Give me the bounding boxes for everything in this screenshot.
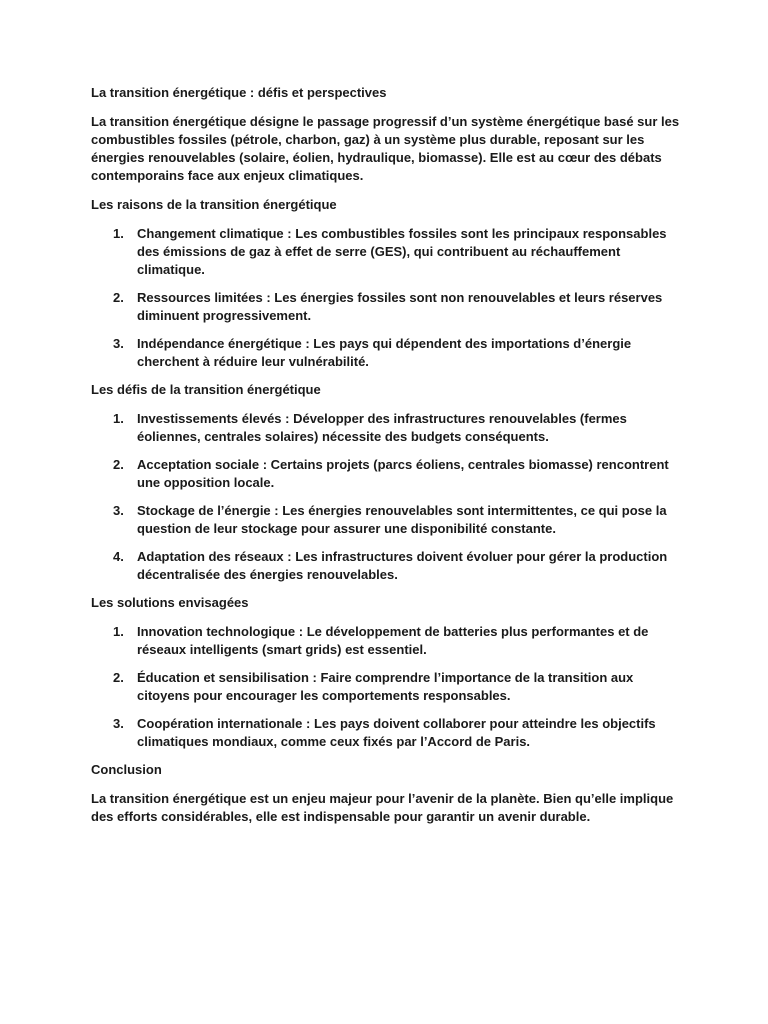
list-item-text: Acceptation sociale : Certains projets (parcs éoliens, centrales biomasse) rencontrent une opposition locale. bbox=[137, 457, 669, 490]
list-number: 2. bbox=[113, 290, 124, 305]
list-item bbox=[113, 289, 681, 325]
document-page bbox=[91, 84, 681, 837]
list-number: 3. bbox=[113, 716, 124, 731]
list-item-text: Éducation et sensibilisation : Faire comprendre l’importance de la transition aux citoyens pour encourager les comportements responsables. bbox=[137, 670, 634, 703]
section-heading: Les défis de la transition énergétique bbox=[91, 382, 321, 397]
numbered-list bbox=[91, 225, 681, 371]
section-heading: Les raisons de la transition énergétique bbox=[91, 197, 337, 212]
conclusion-heading: Conclusion bbox=[91, 762, 162, 777]
section-raisons bbox=[91, 196, 681, 371]
list-item-text: Adaptation des réseaux : Les infrastructures doivent évoluer pour gérer la production décentralisée des énergies renouvelables. bbox=[137, 549, 668, 582]
conclusion-paragraph: La transition énergétique est un enjeu majeur pour l’avenir de la planète. Bien qu’elle implique des efforts considérables, elle est indispensable pour garantir un avenir durable. bbox=[91, 791, 674, 824]
list-item-text: Changement climatique : Les combustibles fossiles sont les principaux responsables des émissions de gaz à effet de serre (GES), qui contribuent au réchauffement climatique. bbox=[137, 226, 667, 277]
list-item-text: Indépendance énergétique : Les pays qui dépendent des importations d’énergie cherchent à réduire leur vulnérabilité. bbox=[137, 336, 632, 369]
section-solutions bbox=[91, 594, 681, 751]
list-number: 4. bbox=[113, 549, 124, 564]
list-item bbox=[113, 410, 681, 446]
list-item bbox=[113, 548, 681, 584]
list-item bbox=[113, 669, 681, 705]
list-item bbox=[113, 335, 681, 371]
numbered-list bbox=[91, 410, 681, 584]
list-number: 3. bbox=[113, 336, 124, 351]
list-item-text: Innovation technologique : Le développement de batteries plus performantes et de réseaux intelligents (smart grids) est essentiel. bbox=[137, 624, 649, 657]
list-item bbox=[113, 623, 681, 659]
list-number: 1. bbox=[113, 226, 124, 241]
list-item bbox=[113, 225, 681, 279]
list-number: 2. bbox=[113, 670, 124, 685]
document-title: La transition énergétique : défis et perspectives bbox=[91, 85, 387, 100]
list-number: 1. bbox=[113, 411, 124, 426]
section-heading: Les solutions envisagées bbox=[91, 595, 249, 610]
intro-paragraph: La transition énergétique désigne le passage progressif d’un système énergétique basé sur les combustibles fossiles (pétrole, charbon, gaz) à un système plus durable, reposant sur les énergies renouvelables (solaire, éolien, hydraulique, biomasse). Elle est au cœur des débats contemporains face aux enjeux climatiques. bbox=[91, 114, 680, 183]
list-item-text: Ressources limitées : Les énergies fossiles sont non renouvelables et leurs réserves diminuent progressivement. bbox=[137, 290, 663, 323]
list-item bbox=[113, 502, 681, 538]
list-item-text: Investissements élevés : Développer des infrastructures renouvelables (fermes éoliennes, centrales solaires) nécessite des budgets conséquents. bbox=[137, 411, 627, 444]
list-number: 1. bbox=[113, 624, 124, 639]
list-item bbox=[113, 456, 681, 492]
list-item-text: Coopération internationale : Les pays doivent collaborer pour atteindre les objectifs climatiques mondiaux, comme ceux fixés par l’Accord de Paris. bbox=[137, 716, 656, 749]
numbered-list bbox=[91, 623, 681, 751]
list-item bbox=[113, 715, 681, 751]
list-item-text: Stockage de l’énergie : Les énergies renouvelables sont intermittentes, ce qui pose la question de leur stockage pour assurer une disponibilité constante. bbox=[137, 503, 667, 536]
section-defis bbox=[91, 381, 681, 584]
list-number: 3. bbox=[113, 503, 124, 518]
list-number: 2. bbox=[113, 457, 124, 472]
